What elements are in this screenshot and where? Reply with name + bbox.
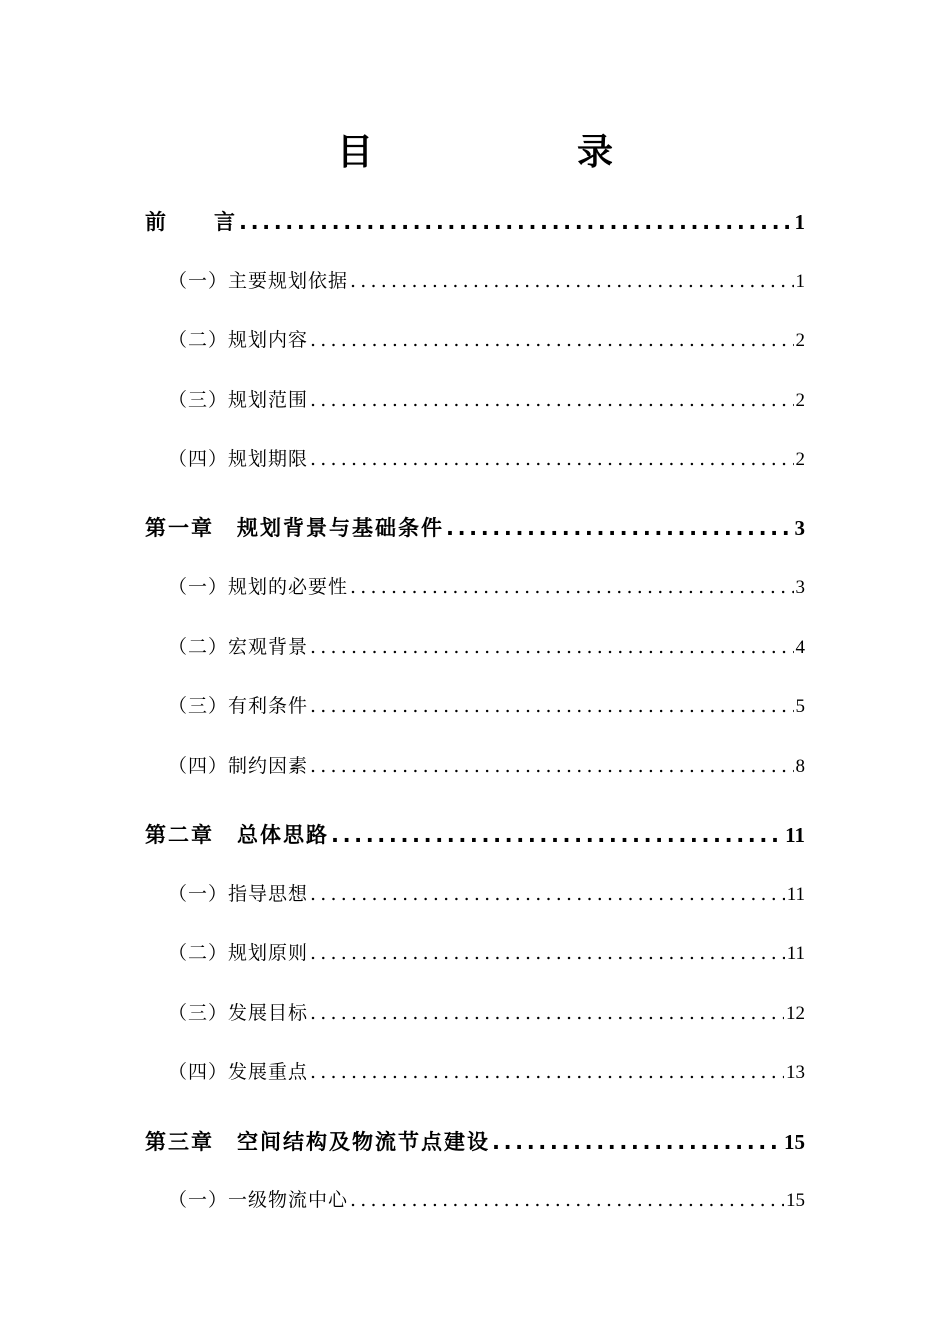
toc-section-entry[interactable] [0,1183,950,1219]
toc-section-entry[interactable] [0,689,950,725]
toc-entry-label: （四）制约因素 [168,755,309,777]
toc-entry-line [168,629,805,666]
toc-entry-label: （三）规划范围 [168,389,309,411]
toc-page-number: 11 [785,823,805,847]
toc-entry-label: 第一章 规划背景与基础条件 [145,516,444,540]
toc-entry-label: （三）发展目标 [168,1002,309,1024]
toc-entry-label: 第二章 总体思路 [145,823,329,847]
toc-page-number: 3 [795,577,805,598]
toc-section-entry[interactable] [0,264,950,300]
toc-entry-line [168,1182,805,1219]
toc-entry-label: （一）规划的必要性 [168,576,349,598]
toc-entry-label: （一）主要规划依据 [168,270,349,292]
toc-page-number: 15 [786,1190,805,1211]
toc-entry-line [168,263,805,300]
dot-leader [310,441,793,477]
dot-leader [350,1182,784,1218]
dot-leader [310,748,793,784]
toc-section-entry[interactable] [0,383,950,419]
dot-leader [239,204,793,240]
toc-chapter-entry[interactable] [0,817,950,853]
toc-entry-label: （一）指导思想 [168,883,309,905]
toc-page-number: 12 [786,1003,805,1024]
toc-entry-line [168,569,805,606]
toc-section-entry[interactable] [0,630,950,666]
toc-section-entry[interactable] [0,877,950,913]
toc-entry-label: （二）规划内容 [168,329,309,351]
toc-entry-label: （四）规划期限 [168,448,309,470]
dot-leader [310,995,784,1031]
toc-page-number: 15 [784,1130,805,1154]
dot-leader [310,382,793,418]
toc-section-entry[interactable] [0,996,950,1032]
toc-entry-line [168,322,805,359]
toc-section-entry[interactable] [0,936,950,972]
toc-chapter-entry[interactable] [0,510,950,546]
dot-leader [310,935,785,971]
toc-page-number: 2 [795,390,805,411]
dot-leader [492,1124,782,1160]
toc-page-number: 11 [786,943,805,964]
toc-page-number: 11 [786,884,805,905]
toc-page-number: 3 [794,516,805,540]
dot-leader [310,1054,784,1090]
toc-page-number: 4 [795,637,805,658]
toc-entry-line [145,204,805,240]
toc-entry-label: 第三章 空间结构及物流节点建设 [145,1130,490,1154]
toc-entry-label: 前 言 [145,210,237,234]
dot-leader [310,688,793,724]
toc-entry-label: （二）规划原则 [168,942,309,964]
toc-entry-line [168,382,805,419]
toc-page-number: 1 [794,210,805,234]
dot-leader [331,817,783,853]
dot-leader [446,510,793,546]
toc-section-entry[interactable] [0,749,950,785]
toc-entry-line [168,935,805,972]
dot-leader [350,569,793,605]
toc-chapter-entry[interactable] [0,1124,950,1160]
toc-page-number: 8 [795,756,805,777]
toc-entry-label: （三）有利条件 [168,695,309,717]
toc-page-number: 13 [786,1062,805,1083]
toc-entry-label: （四）发展重点 [168,1061,309,1083]
toc-entry-label: （一）一级物流中心 [168,1189,349,1211]
toc-section-entry[interactable] [0,1055,950,1091]
toc-chapter-entry[interactable] [0,204,950,240]
toc-page-number: 5 [795,696,805,717]
toc-entry-line [168,441,805,478]
toc-entry-line [168,748,805,785]
toc-section-entry[interactable] [0,323,950,359]
toc-entry-line [168,995,805,1032]
toc-page-number: 2 [795,449,805,470]
toc-entry-line [145,510,805,546]
toc-entry-line [145,1124,805,1160]
dot-leader [310,629,793,665]
toc-entry-line [145,817,805,853]
toc-entry-line [168,1054,805,1091]
toc-entry-line [168,688,805,725]
dot-leader [350,263,793,299]
dot-leader [310,322,793,358]
toc-page-number: 2 [795,330,805,351]
toc-section-entry[interactable] [0,442,950,478]
toc-section-entry[interactable] [0,570,950,606]
dot-leader [310,876,785,912]
toc-entry-label: （二）宏观背景 [168,636,309,658]
toc-page-number: 1 [795,271,805,292]
page-title: 目 录 [336,132,657,173]
toc-entry-line [168,876,805,913]
